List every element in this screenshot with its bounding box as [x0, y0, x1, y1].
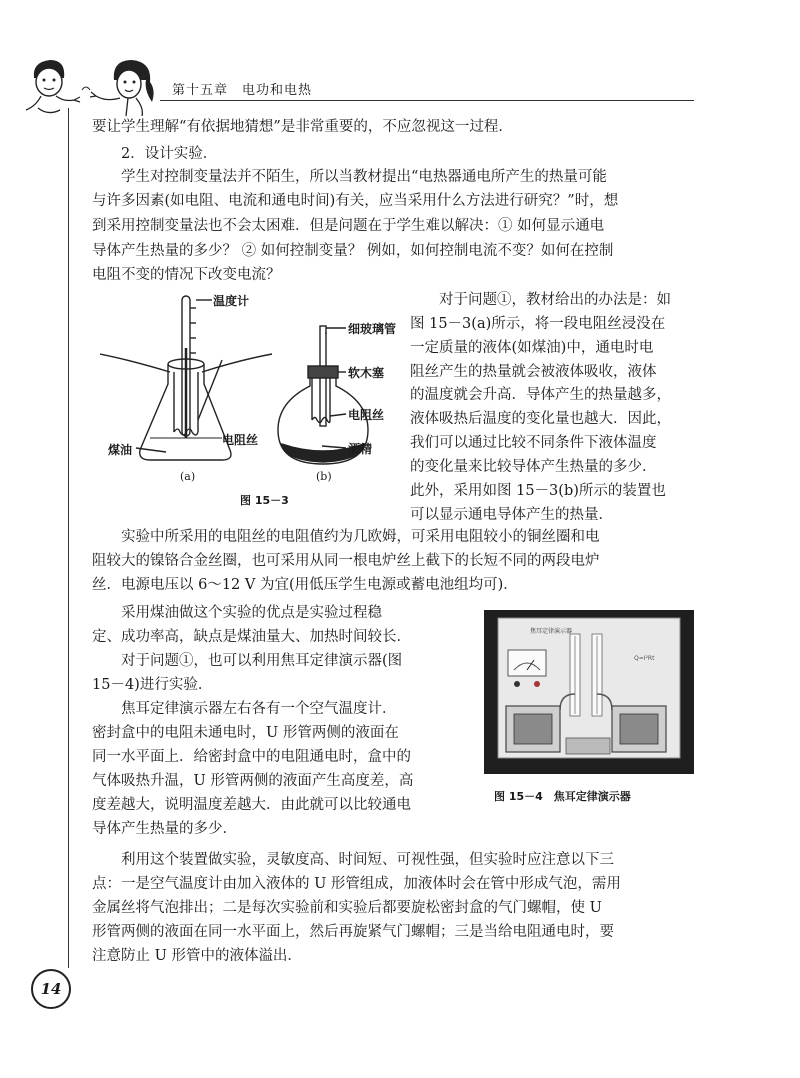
text-line: 点：一是空气温度计由加入液体的 U 形管组成，加液体时会在管中形成气泡，需用	[92, 876, 621, 892]
text-line: 导体产生热量的多少．	[92, 821, 237, 837]
page-number: 14	[40, 980, 62, 998]
text-line: 焦耳定律演示器左右各有一个空气温度计．	[92, 701, 397, 717]
label-resistance-wire-b: 电阻丝	[348, 408, 385, 422]
text-line: 液体吸热后温度的变化量也越大．因此，	[410, 411, 671, 427]
text-line: 到采用控制变量法也不会太困难．但是问题在于学生难以解决：① 如何显示通电	[92, 218, 605, 234]
text-line: 一定质量的液体(如煤油)中，通电时电	[410, 340, 654, 356]
text-line: 实验中所采用的电阻丝的电阻值约为几欧姆，可采用电阻较小的铜丝圈和电	[92, 529, 600, 545]
chapter-title: 第十五章 电功和电热	[172, 83, 313, 98]
text-line: 同一水平面上．给密封盒中的电阻通电时，盒中的	[92, 749, 411, 765]
text-line: 2．设计实验．	[92, 146, 218, 162]
label-thin-glass-tube: 细玻璃管	[348, 322, 397, 336]
text-line: 度差越大，说明温度差越大．由此就可以比较通电	[92, 797, 411, 813]
text-line: 定、成功率高，缺点是煤油量大、加热时间较长．	[92, 629, 411, 645]
header-cartoon	[16, 50, 166, 120]
header-rule	[160, 100, 694, 101]
sublabel-a: (a)	[180, 470, 196, 483]
text-line: 电阻不变的情况下改变电流？	[92, 267, 281, 283]
text-line: 形管两侧的液面在同一水平面上，然后再旋紧气门螺帽；三是当给电阻通电时，要	[92, 924, 614, 940]
text-line: 密封盒中的电阻未通电时，U 形管两侧的液面在	[92, 725, 399, 741]
text-line: 我们可以通过比较不同条件下液体温度	[410, 435, 657, 451]
page-number-badge	[31, 969, 71, 1009]
text-line: 丝．电源电压以 6～12 V 为宜(用低压学生电源或蓄电池组均可)．	[92, 577, 518, 593]
text-line: 要让学生理解“有依据地猜想”是非常重要的，不应忽视这一过程．	[92, 119, 513, 135]
text-line: 对于问题①，教材给出的办法是：如	[410, 292, 671, 308]
label-thermometer: 温度计	[213, 294, 250, 308]
text-line: 15－4)进行实验．	[92, 677, 213, 693]
sublabel-b: (b)	[316, 470, 332, 483]
text-line: 利用这个装置做实验，灵敏度高、时间短、可视性强，但实验时应注意以下三	[92, 852, 614, 868]
text-line: 导体产生热量的多少？ ② 如何控制变量？ 例如，如何控制电流不变？如何在控制	[92, 243, 614, 259]
text-line: 可以显示通电导体产生的热量．	[410, 507, 613, 523]
svg-text:Q=I²Rt: Q=I²Rt	[634, 655, 655, 662]
text-line: 的变化量来比较导体产生热量的多少．	[410, 459, 657, 475]
text-line: 图 15－3(a)所示，将一段电阻丝浸没在	[410, 316, 666, 332]
text-line: 采用煤油做这个实验的优点是实验过程稳	[92, 605, 382, 621]
label-cork: 软木塞	[348, 366, 385, 380]
text-line: 金属丝将气泡排出；二是每次实验前和实验后都要旋松密封盒的气门螺帽，使 U	[92, 900, 602, 916]
label-alcohol: 酒精	[348, 442, 373, 456]
margin-rule	[68, 108, 69, 968]
text-line: 气体吸热升温，U 形管两侧的液面产生高度差，高	[92, 773, 414, 789]
figure-caption-15-4: 图 15－4 焦耳定律演示器	[494, 790, 631, 803]
text-line: 阻较大的镍铬合金丝圈，也可采用从同一根电炉丝上截下的长短不同的两段电炉	[92, 553, 600, 569]
figure-15-4-photo	[484, 610, 694, 774]
text-line: 对于问题①，也可以利用焦耳定律演示器(图	[92, 653, 403, 669]
text-line: 学生对控制变量法并不陌生，所以当教材提出“电热器通电所产生的热量可能	[92, 169, 607, 185]
device-title: 焦耳定律演示器	[530, 628, 573, 635]
label-kerosene: 煤油	[108, 443, 133, 457]
text-line: 阻丝产生的热量就会被液体吸收，液体	[410, 364, 657, 380]
text-line: 的温度就会升高．导体产生的热量越多，	[410, 387, 671, 403]
figure-caption-15-3: 图 15－3	[240, 494, 289, 507]
text-line: 与许多因素(如电阻、电流和通电时间)有关，应当采用什么方法进行研究？”时，想	[92, 193, 619, 209]
text-line: 注意防止 U 形管中的液体溢出．	[92, 948, 302, 964]
figure-15-3	[100, 288, 430, 513]
text-line: 此外，采用如图 15－3(b)所示的装置也	[410, 483, 666, 499]
label-resistance-wire-a: 电阻丝	[222, 433, 259, 447]
